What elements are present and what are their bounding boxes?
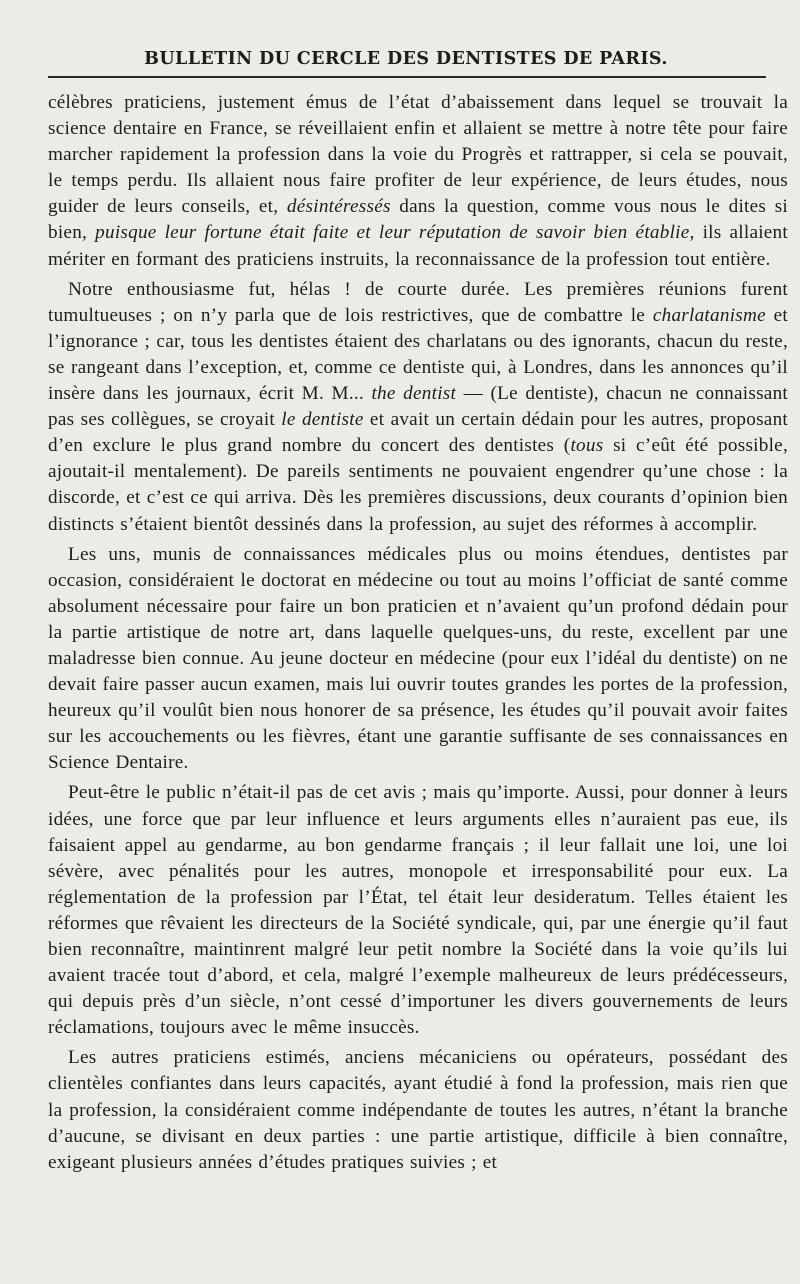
italic-span: the dentist <box>371 383 457 405</box>
italic-span: le dentiste <box>281 409 364 431</box>
text-span: dans la question, comme vous nous le dites si bien, <box>48 196 788 244</box>
text-span: célèbres praticiens, justement émus de l’état d’abaissement dans lequel se trouvait la science dentaire en France, se réveillaient enfin et allaient se mettre à notre tête pour faire marcher rapidement la profession dans la voie du Progrès et rattrapper, si cela se pouvait, le temps perdu. Ils allaient nous faire profiter de leur expérience, de leurs études, nous guider de leurs conseils, et, <box>48 92 788 218</box>
text-span: Peut-être le public n’était-il pas de cet avis ; mais qu’importe. Aussi, pour donner à leurs idées, une force que par leur influence et leurs arguments elles n’auraient pas eue, ils faisaient appel au gendarme, au bon gendarme français ; il leur fallait une loi, une loi sévère, avec pénalités pour les autres, monopole et irresponsabilité pour eux. La réglementation de la profession par l’État, tel était leur desideratum. Telles étaient les réformes que rêvaient les directeurs de la Société syndicale, qui, par une énergie qu’il faut bien reconnaître, maintinrent malgré leur petit nombre la Société dans la voie qu’ils lui avaient tracée tout d’abord, et cela, malgré l’exemple malheureux de leurs prédécesseurs, qui depuis près d’un siècle, n’ont cessé d’importuner les divers gouvernements de leurs réclamations, toujours avec le même insuccès. <box>48 782 788 1039</box>
text-span: Les uns, munis de connaissances médicales plus ou moins étendues, dentistes par occasion, considéraient le doctorat en médecine ou tout au moins l’officiat de santé comme absolument nécessaire pour faire un bon praticien et n’avaient qu’un profond dédain pour la partie artistique de notre art, dans laquelle quelques-uns, du reste, excellent par une maladresse bien connue. Au jeune docteur en médecine (pour eux l’idéal du dentiste) on ne devait faire passer aucun examen, mais lui ouvrir toutes grandes les portes de la profession, heureux qu’il voulût bien nous honorer de sa présence, les études qu’il pouvait avoir faites sur les accouchements ou les fièvres, étant une garantie suffisante de ses connaissances en Science Dentaire. <box>48 543 788 774</box>
paragraph-3 <box>48 542 788 777</box>
text-span: et avait un certain dédain pour les autres, proposant d’en exclure le plus grand nombre du concert des dentistes ( <box>48 409 788 457</box>
italic-span: puisque leur fortune était faite et leur réputation de savoir bien établie, <box>95 222 695 244</box>
italic-span: tous <box>570 435 604 457</box>
text-span: Les autres praticiens estimés, anciens mécaniciens ou opérateurs, possédant des clientèles confiantes dans leurs capacités, ayant étudié à fond la profession, mais rien que la profession, la considéraient comme indépendante de toutes les autres, n’étant la branche d’aucune, se divisant en deux parties : une partie artistique, difficile à bien connaître, exigeant plusieurs années d’études pratiques suivies ; et <box>48 1047 788 1173</box>
text-span: si c’eût été possible, ajoutait-il mentalement). De pareils sentiments ne pouvaient engendrer qu’une chose : la discorde, et c’est ce qui arriva. Dès les premières discussions, deux courants d’opinion bien distincts s’étaient bientôt dessinés dans la profession, au sujet des réformes à accomplir. <box>48 435 788 535</box>
text-span: Notre enthousiasme fut, hélas ! de courte durée. Les premières réunions furent tumultueuses ; on n’y parla que de lois restrictives, que de combattre le <box>48 278 788 326</box>
text-span: et l’ignorance ; car, tous les dentistes étaient des charlatans ou des ignorants, chacun du reste, se rangeant dans l’exception, et, comme ce dentiste qui, à Londres, dans les annonces qu’il insère dans les journaux, écrit M. M... <box>48 304 788 405</box>
italic-span: désintéressés <box>286 196 391 218</box>
italic-span: charlatanisme <box>652 304 766 326</box>
paragraph-4 <box>48 780 788 1041</box>
paragraph-5 <box>48 1045 788 1175</box>
article-body <box>48 90 788 1176</box>
text-span: ils allaient mériter en formant des praticiens instruits, la reconnaissance de la profession tout entière. <box>48 222 788 270</box>
header-rule <box>48 76 766 78</box>
text-span: — (Le dentiste), chacun ne connaissant pas ses collègues, se croyait <box>48 383 788 431</box>
paragraph-1 <box>48 90 788 273</box>
paragraph-2 <box>48 277 788 538</box>
running-header: BULLETIN DU CERCLE DES DENTISTES DE PARIS. <box>144 49 668 69</box>
